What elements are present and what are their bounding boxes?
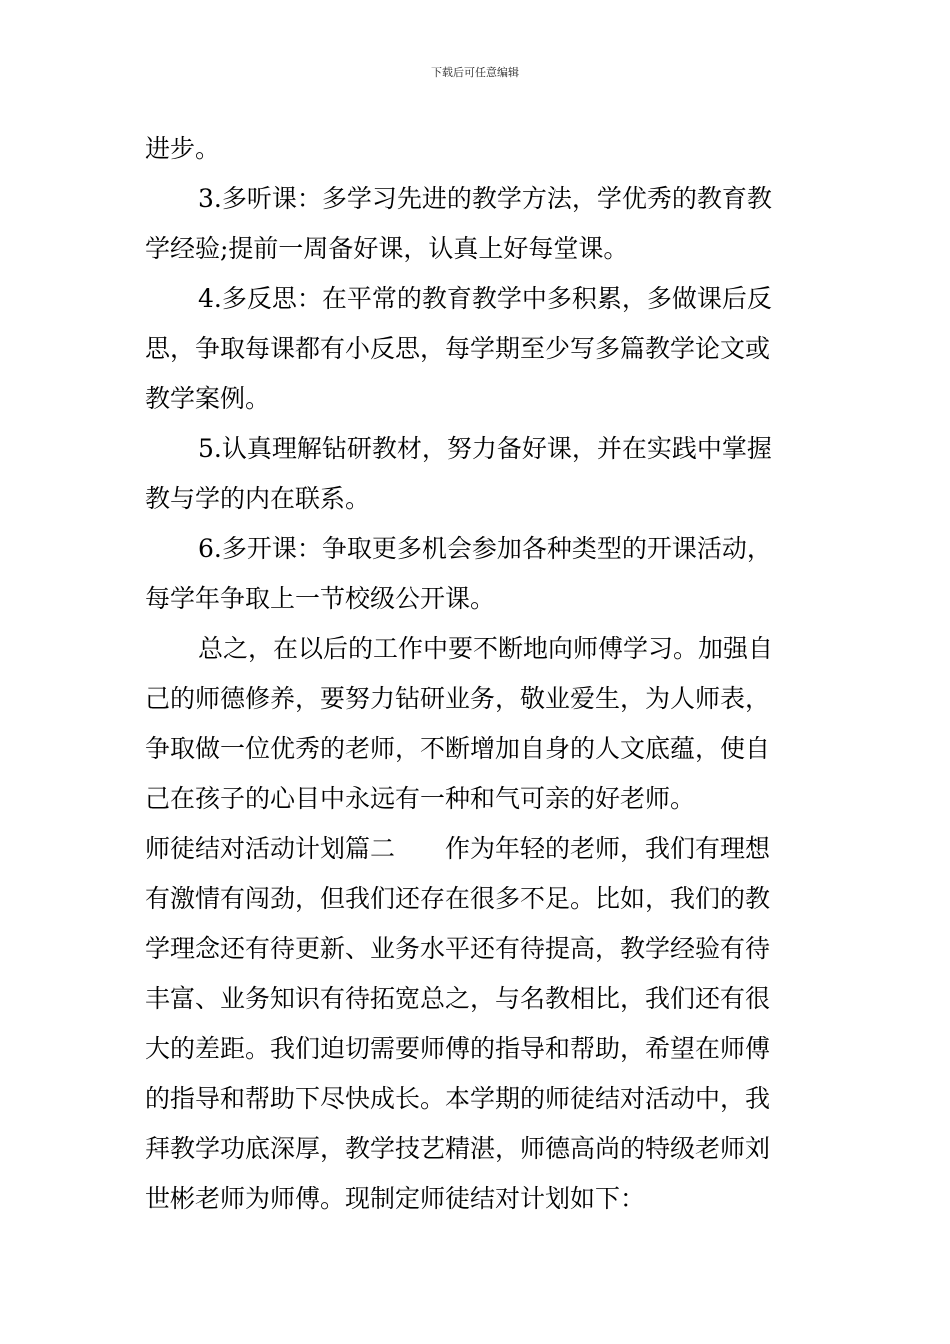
text-line: 世彬老师为师傅。现制定师徒结对计划如下： <box>145 1184 646 1213</box>
text-line: 总之，在以后的工作中要不断地向师傅学习。加强自 <box>198 634 774 663</box>
text-line: 6.多开课：争取更多机会参加各种类型的开课活动， <box>198 534 772 563</box>
text-line: 3.多听课：多学习先进的教学方法，学优秀的教育教 <box>198 184 772 213</box>
text-line: 思，争取每课都有小反思，每学期至少写多篇教学论文或 <box>145 334 771 363</box>
text-line: 的指导和帮助下尽快成长。本学期的师徒结对活动中，我 <box>145 1084 771 1113</box>
text-line: 教与学的内在联系。 <box>145 484 371 513</box>
page-header: 下载后可任意编辑 <box>431 66 519 79</box>
document-body <box>145 124 810 1224</box>
text-line: 拜教学功底深厚，教学技艺精湛，师德高尚的特级老师刘 <box>145 1134 771 1163</box>
text-line: 学理念还有待更新、业务水平还有待提高，教学经验有待 <box>145 934 771 963</box>
text-line: 教学案例。 <box>145 384 271 413</box>
text-line: 每学年争取上一节校级公开课。 <box>145 584 496 613</box>
text-line: 4.多反思：在平常的教育教学中多积累，多做课后反 <box>198 284 772 313</box>
text-line: 丰富、业务知识有待拓宽总之，与名教相比，我们还有很 <box>145 984 771 1013</box>
section-heading-line: 师徒结对活动计划篇二 作为年轻的老师，我们有理想 <box>145 834 771 863</box>
text-line: 进步。 <box>145 134 221 163</box>
text-line: 有激情有闯劲，但我们还存在很多不足。比如，我们的教 <box>145 884 771 913</box>
text-line: 己的师德修养，要努力钻研业务，敬业爱生，为人师表， <box>145 684 771 713</box>
text-line: 学经验;提前一周备好课，认真上好每堂课。 <box>145 234 629 263</box>
text-line: 大的差距。我们迫切需要师傅的指导和帮助，希望在师傅 <box>145 1034 771 1063</box>
text-line: 争取做一位优秀的老师，不断增加自身的人文底蕴，使自 <box>145 734 771 763</box>
text-line: 5.认真理解钻研教材，努力备好课，并在实践中掌握 <box>198 434 772 463</box>
text-line: 己在孩子的心目中永远有一种和气可亲的好老师。 <box>145 784 696 813</box>
